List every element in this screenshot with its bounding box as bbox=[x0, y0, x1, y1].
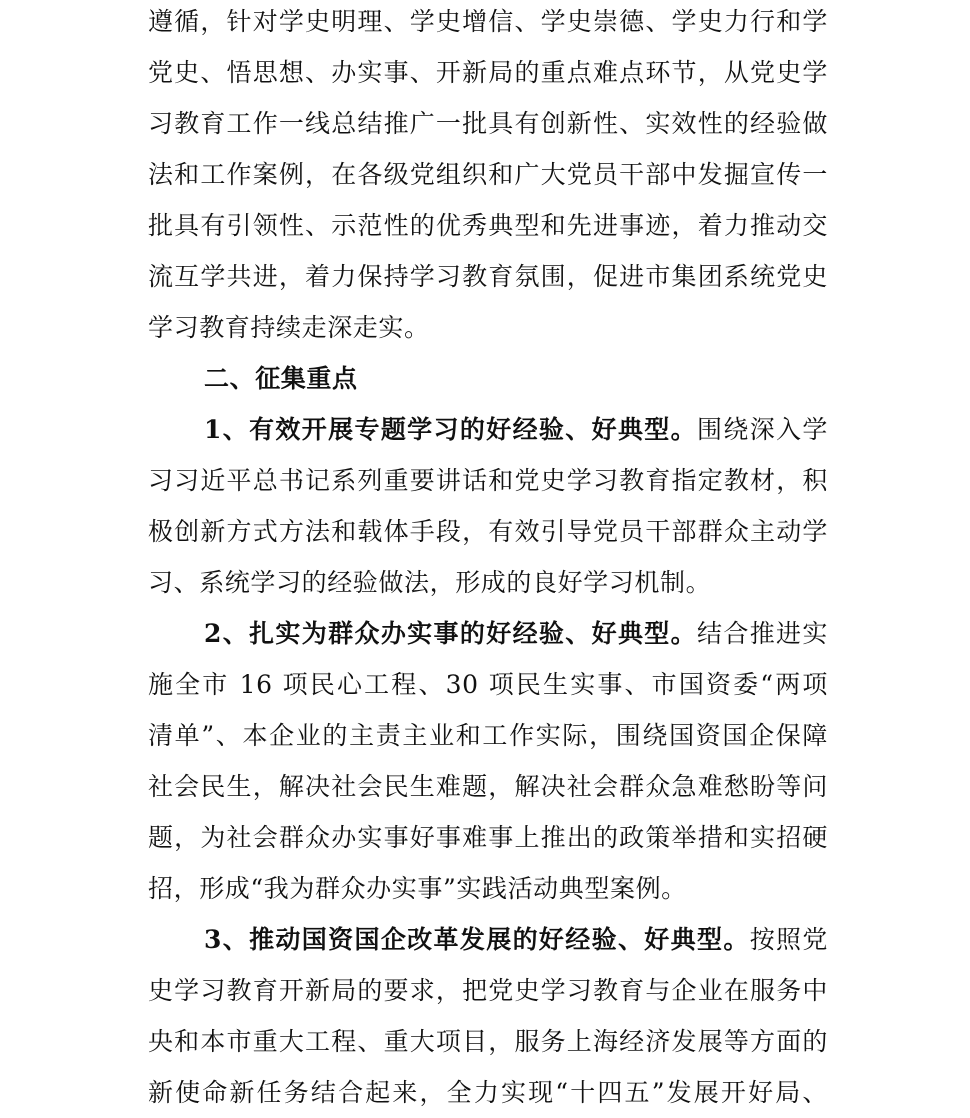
intro-line-7: 学习教育持续走深走实。 bbox=[148, 313, 430, 342]
item2-line-3: 清单”、本企业的主责主业和工作实际，围绕国资国企保障 bbox=[148, 721, 828, 750]
intro-line-6: 流互学共进，着力保持学习教育氛围，促进市集团系统党史 bbox=[148, 262, 828, 291]
item2-line-2: 施全市 16 项民心工程、30 项民生实事、市国资委“两项 bbox=[148, 670, 828, 699]
item3-first-line bbox=[148, 914, 828, 965]
item2-first-line-rest: 结合推进实 bbox=[697, 619, 828, 648]
item2-line-6: 招，形成“我为群众办实事”实践活动典型案例。 bbox=[148, 874, 687, 903]
item2-heading: 2、扎实为群众办实事的好经验、好典型。 bbox=[204, 619, 697, 648]
item3-line-3: 央和本市重大工程、重大项目，服务上海经济发展等方面的 bbox=[148, 1027, 828, 1056]
item3-heading: 3、推动国资国企改革发展的好经验、好典型。 bbox=[204, 925, 750, 954]
intro-line-1: 遵循，针对学史明理、学史增信、学史崇德、学史力行和学 bbox=[148, 7, 828, 36]
intro-line-2: 党史、悟思想、办实事、开新局的重点难点环节，从党史学 bbox=[148, 58, 828, 87]
item1-line-4: 习、系统学习的经验做法，形成的良好学习机制。 bbox=[148, 568, 712, 597]
item1-first-line-rest: 围绕深入学 bbox=[697, 415, 828, 444]
item1-first-line bbox=[148, 404, 828, 455]
item2-line-5: 题，为社会群众办实事好事难事上推出的政策举措和实招硬 bbox=[148, 823, 828, 852]
item1-line-3: 极创新方式方法和载体手段，有效引导党员干部群众主动学 bbox=[148, 517, 828, 546]
item3-line-4: 新使命新任务结合起来，全力实现“十四五”发展开好局、 bbox=[148, 1078, 828, 1107]
item2-line-4: 社会民生，解决社会民生难题，解决社会群众急难愁盼等问 bbox=[148, 772, 828, 801]
intro-line-5: 批具有引领性、示范性的优秀典型和先进事迹，着力推动交 bbox=[148, 211, 828, 240]
intro-line-3: 习教育工作一线总结推广一批具有创新性、实效性的经验做 bbox=[148, 109, 828, 138]
section-heading: 二、征集重点 bbox=[204, 364, 358, 393]
item3-first-line-rest: 按照党 bbox=[749, 925, 828, 954]
item1-line-2: 习习近平总书记系列重要讲话和党史学习教育指定教材，积 bbox=[148, 466, 828, 495]
document-body bbox=[148, 0, 828, 1118]
item3-line-2: 史学习教育开新局的要求，把党史学习教育与企业在服务中 bbox=[148, 976, 828, 1005]
item2-first-line bbox=[148, 608, 828, 659]
intro-line-4: 法和工作案例，在各级党组织和广大党员干部中发掘宣传一 bbox=[148, 160, 828, 189]
item1-heading: 1、有效开展专题学习的好经验、好典型。 bbox=[204, 415, 697, 444]
